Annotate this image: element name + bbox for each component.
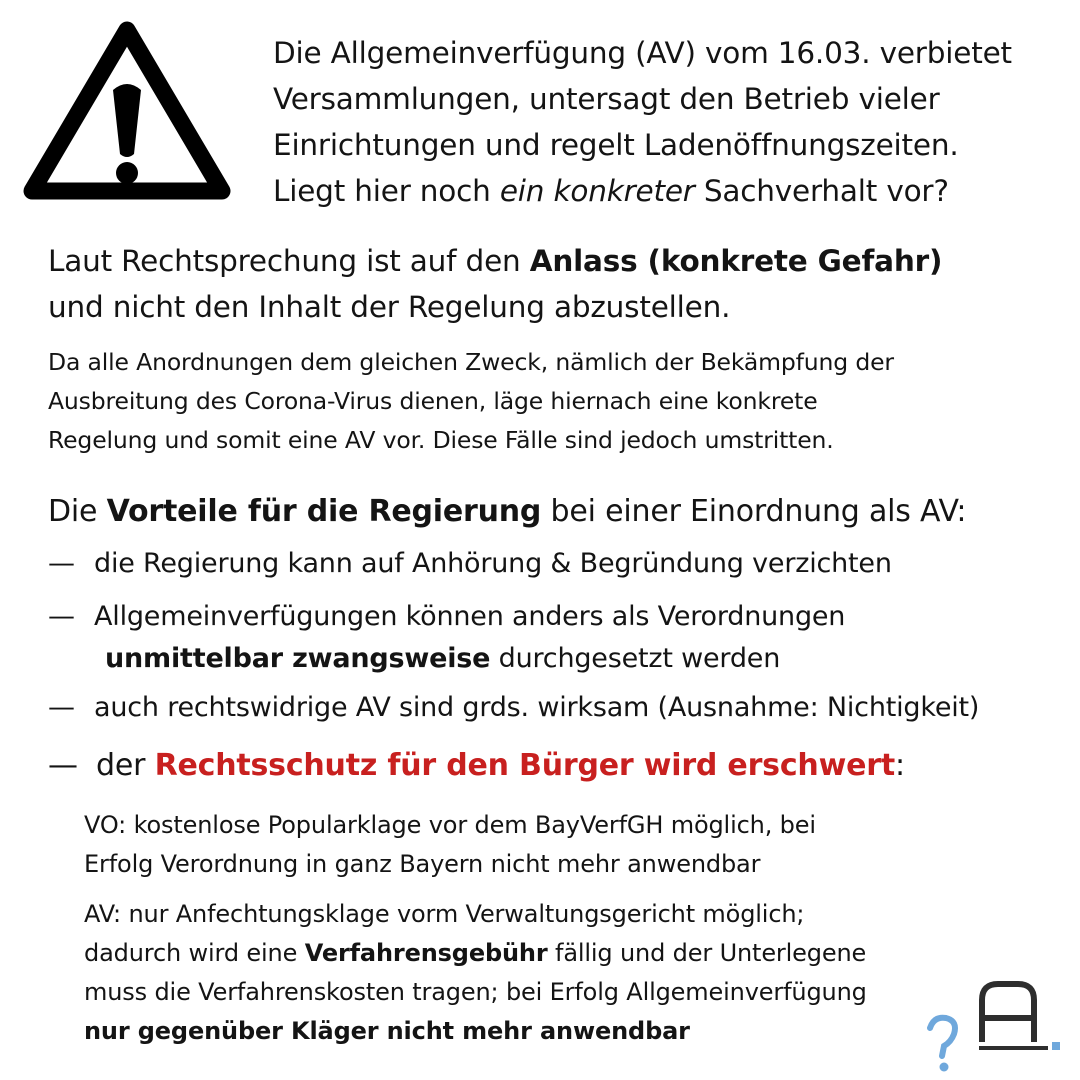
advantages-heading — [48, 489, 966, 535]
intro-paragraph — [273, 30, 1063, 214]
question-a-logo — [922, 978, 1072, 1078]
dash-bullet: — — [48, 548, 75, 579]
subpoint-allgemeinverfuegung — [84, 895, 964, 1051]
intro-line-1: Die Allgemeinverfügung (AV) vom 16.03. verbietet — [273, 36, 1012, 70]
explanation-paragraph — [48, 343, 1058, 460]
intro-line-4-post: Sachverhalt vor? — [694, 174, 949, 208]
advantage-item-2-bold: unmittelbar zwangsweise — [105, 643, 491, 674]
advantage-item-4 — [48, 743, 905, 789]
advantage-item-3-text: auch rechtswidrige AV sind grds. wirksam (Ausnahme: Nichtigkeit) — [94, 692, 980, 723]
advantage-item-2 — [48, 596, 845, 680]
intro-line-4-italic: ein konkreter — [499, 174, 695, 208]
rule-pre: Laut Rechtsprechung ist auf den — [48, 244, 530, 278]
subpoint-verordnung — [84, 806, 964, 884]
dash-bullet: — — [48, 692, 75, 723]
subpoint-vo-line-1: VO: kostenlose Popularklage vor dem BayVerfGH möglich, bei — [84, 811, 816, 839]
subpoint-av-line-4-bold: nur gegenüber Kläger nicht mehr anwendbar — [84, 1017, 690, 1045]
rule-line-2: und nicht den Inhalt der Regelung abzustellen. — [48, 290, 731, 324]
advantages-heading-post: bei einer Einordnung als AV: — [541, 494, 967, 529]
advantages-heading-bold: Vorteile für die Regierung — [106, 494, 542, 529]
advantage-item-1 — [48, 543, 892, 585]
intro-line-3: Einrichtungen und regelt Ladenöffnungszeiten. — [273, 128, 959, 162]
subpoint-av-line-1: AV: nur Anfechtungsklage vorm Verwaltungsgericht möglich; — [84, 900, 805, 928]
rule-line-1 — [48, 238, 1058, 284]
intro-line-4 — [273, 168, 1063, 214]
warning-triangle-icon — [22, 18, 232, 203]
intro-line-4-pre: Liegt hier noch — [273, 174, 500, 208]
dash-bullet: — — [48, 601, 75, 632]
rule-bold: Anlass (konkrete Gefahr) — [529, 244, 943, 278]
case-law-rule — [48, 238, 1058, 330]
subpoint-av-line-4 — [84, 1012, 964, 1051]
subpoint-av-line-3: muss die Verfahrenskosten tragen; bei Erfolg Allgemeinverfügung — [84, 978, 867, 1006]
explanation-line-1: Da alle Anordnungen dem gleichen Zweck, nämlich der Bekämpfung der — [48, 348, 894, 376]
subpoint-av-line-2-post: fällig und der Unterlegene — [547, 939, 867, 967]
advantages-heading-pre: Die — [48, 494, 107, 529]
advantage-item-3 — [48, 687, 979, 729]
advantage-item-4-pre: der — [96, 748, 155, 783]
advantage-item-4-highlight: Rechtsschutz für den Bürger wird erschwert — [154, 748, 895, 783]
dash-bullet: — — [48, 748, 78, 783]
advantage-item-4-post: : — [894, 748, 905, 783]
subpoint-av-line-2 — [84, 934, 964, 973]
advantage-item-1-text: die Regierung kann auf Anhörung & Begründung verzichten — [94, 548, 892, 579]
explanation-line-3: Regelung und somit eine AV vor. Diese Fälle sind jedoch umstritten. — [48, 426, 834, 454]
intro-line-2: Versammlungen, untersagt den Betrieb vieler — [273, 82, 940, 116]
advantage-item-2-line-2 — [48, 638, 845, 680]
subpoint-av-line-2-pre: dadurch wird eine — [84, 939, 305, 967]
advantage-item-2-post: durchgesetzt werden — [490, 643, 781, 674]
advantage-item-2-line-1: Allgemeinverfügungen können anders als Verordnungen — [94, 601, 846, 632]
subpoint-av-line-2-bold: Verfahrensgebühr — [304, 939, 548, 967]
explanation-line-2: Ausbreitung des Corona-Virus dienen, läge hiernach eine konkrete — [48, 387, 818, 415]
subpoint-vo-line-2: Erfolg Verordnung in ganz Bayern nicht mehr anwendbar — [84, 850, 761, 878]
